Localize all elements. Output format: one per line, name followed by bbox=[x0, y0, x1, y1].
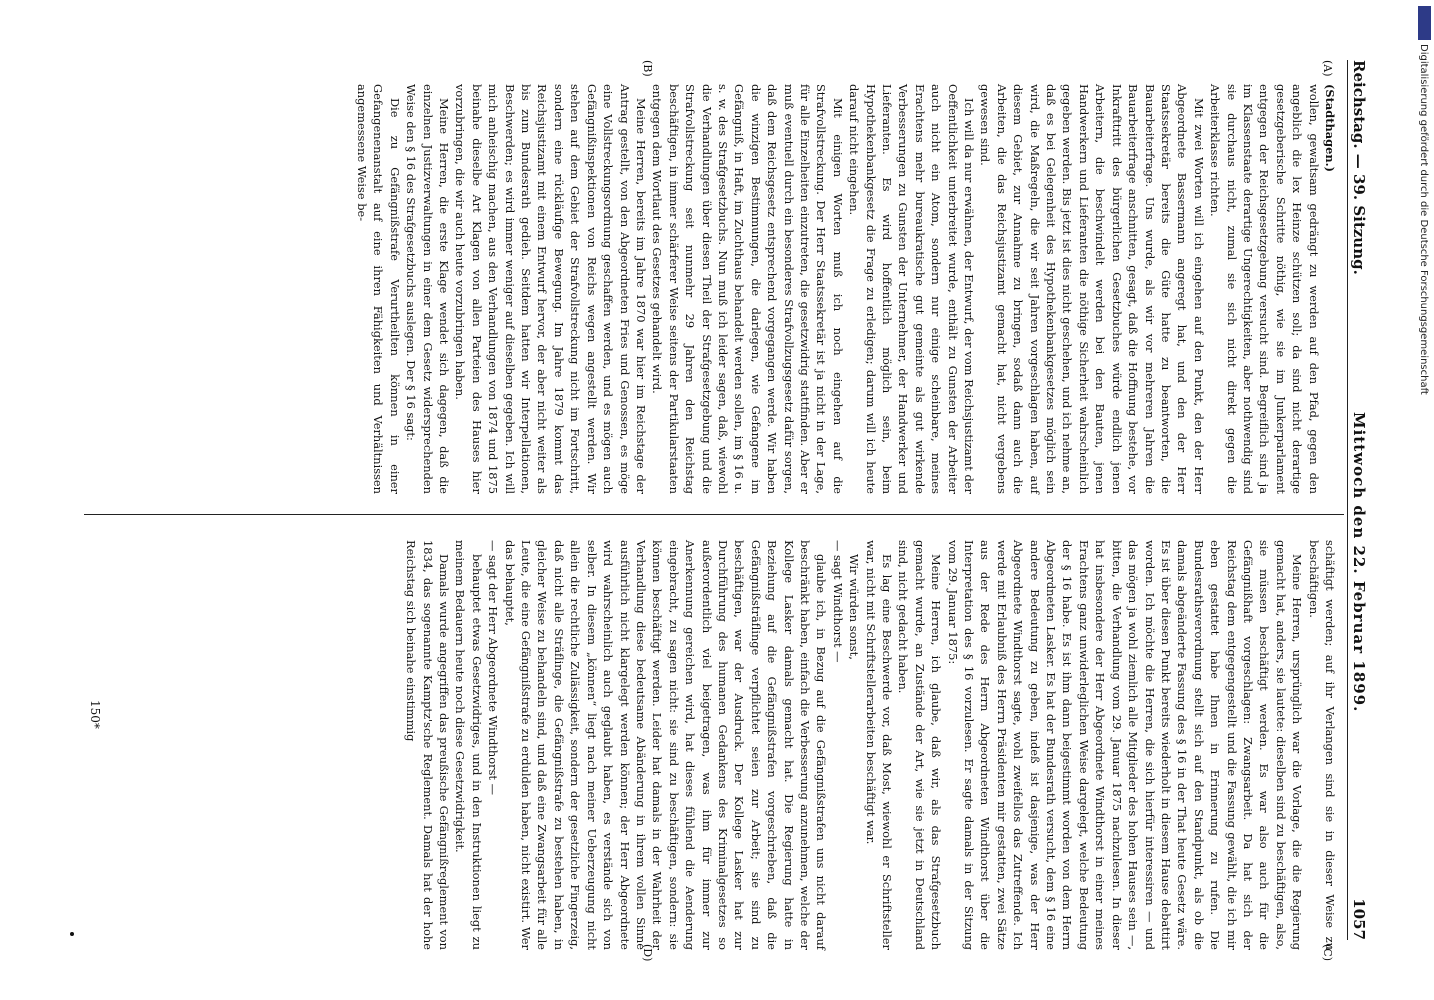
paragraph: wollen, gewaltsam gedrängt zu werden auf den Pfad, gegen den angeblich die lex Heinze schützen soll; da sind nicht derartige gesetzgeberische Schritte nöthig, wie sie im Junkerparlament entgegen der Reichsgesetzgebung versucht sind. Begreiflich sind ja im Klassenstaate derartige Ungerechtigkeiten, aber nothwendig sind sie durchaus nicht, zumal sie sich nicht direkt gegen die Arbeiterklasse richten. bbox=[1208, 84, 1321, 494]
margin-mark-a: (A) bbox=[1321, 60, 1334, 77]
quoted-paragraph: schäftigt werden; auf ihr Verlangen sind sie in dieser Weise zu beschäftigen. bbox=[1306, 540, 1337, 950]
margin-mark-b: (B) bbox=[641, 60, 654, 77]
paragraph: Es lag eine Beschwerde vor, daß Most, wiewohl er Schriftsteller war, nicht mit Schriftstellerarbeiten beschäftigt war. bbox=[863, 540, 895, 950]
quoted-paragraph: Die zu Gefängnißstrafe Verurtheilten können in einer Gefangenenanstalt auf eine ihren Fähigkeiten und Verhältnissen angemessene Weise be- bbox=[355, 84, 402, 494]
paragraph: Mit zwei Worten will ich eingehen auf den Punkt, den der Herr Abgeordnete Bassermann angeregt hat, und den der Herr Staatssekretär bereits die Güte hatte zu beantworten, die Bauarbeiterfrage. Uns wurde, als wir vor mehreren Jahren die Bauarbeiterfrage anschnitten, gesagt, daß die Hoffnung bestehe, vor Inkrafttritt des bürgerlichen Gesetzbuches würde endlich jenen Arbeitern, die beschwindelt werden bei den Bauten, jenen Handwerkern und Lieferanten die nöthige Sicherheit wahrscheinlich gegeben werden. Bis jetzt ist dies nicht geschehen, und ich nehme an, daß es bei Gelegenheit des Hypothekenbankgesetzes möglich sein wird, die Maßregeln, die wir seit Jahren vorgeschlagen haben, auf diesem Gebiet, zur Annahme zu bringen, sodaß dann auch die Arbeiten, die das Reichsjustizamt gemacht hat, nicht vergebens gewesen sind. bbox=[978, 84, 1206, 494]
paragraph: Mit einigen Worten muß ich noch eingehen auf die Strafvollstreckung. Der Herr Staatssekretär ist ja nicht in der Lage, für alle Einzelheiten einzutreten, die gesetzwidrig stattfinden. Aber er muß eventuell durch ein besonderes Strafvollzugsgesetz dafür sorgen, daß dem Reichsgesetz entsprechend vorgegangen werde. Wir haben die winzigen Bestimmungen, die darlegen, wie Gefangene im Gefängniß, in Haft, im Zuchthaus behandelt werden sollen, im § 16 u. s. w. des Strafgesetzbuchs. Nun muß ich leider sagen, daß, wiewohl die Verhandlungen über diesen Theil der Strafgesetzgebung und die Strafvollstreckung seit nunmehr 29 Jahren den Reichstag beschäftigen, in immer schärferer Weise seitens der Partikularstaaten entgegen dem Wortlaut des Gesetzes gehandelt wird. bbox=[650, 84, 845, 494]
interjection: — sagt der Herr Abgeordnete Windthorst — bbox=[486, 540, 501, 796]
speaker-label bbox=[1322, 84, 1338, 494]
speaker-name: (Stadthagen.) bbox=[1323, 84, 1337, 172]
sheet-signature: 150* bbox=[88, 700, 102, 729]
margin-mark-c: (C) bbox=[1321, 944, 1334, 961]
paragraph: Ich will da nur erwähnen, der Entwurf, der vom Reichsjustizamt der Oeffentlichkeit unterbreitet wurde, enthält zu Gunsten der Arbeiter auch nicht ein Atom, sondern nur einige scheinbare, meines Erachtens mehr bureaukratische gut gemeinte als gut wirkende Verbesserungen zu Gunsten der Unternehmer, der Handwerker und Lieferanten. Es wird hoffentlich möglich sein, beim Hypothekenbankgesetz die Frage zu erledigen; darum will ich heute darauf nicht eingehen. bbox=[847, 84, 977, 494]
page-number: 1057 bbox=[1350, 898, 1368, 940]
ink-dot bbox=[70, 932, 74, 936]
interjection: — sagt Windthorst — bbox=[830, 540, 845, 663]
quoted-paragraph: behauptet etwas Gesetzwidriges, und in den Instruktionen liegt zu meinem Bedauern heute noch diese Gesetzwidrigkeit. bbox=[453, 540, 484, 950]
paragraph: Meine Herren, ursprünglich war die Vorlage, die die Regierung gemacht hat, anders, sie lautete: dieselben sind zu beschäftigen, also, sie müssen beschäftigt werden. Es war also auch für die Gefängnißhaft vorgeschlagen: Zwangsarbeit. Da hat sich der Reichstag dem entgegengestellt und die Fassung gewählt, die ich mir eben gestattet habe Ihnen in Erinnerung zu rufen. Die Bundesrathsverordnung stellt sich auf den Standpunkt, als ob die damals abgeänderte Fassung des § 16 in der That heute Gesetz wäre. Es ist über diesen Punkt bereits wiederholt in diesem Hause debattirt worden. Ich möchte die Herren, die sich hierfür interessiren — und das mögen ja wohl ziemlich alle Mitglieder des hohen Hauses sein —, bitten, die Verhandlung vom 29. Januar 1875 nachzulesen. In dieser hat insbesondere der Herr Abgeordnete Windthorst in einer meines Erachtens ganz unwiderleglichen Weise dargelegt, welche Bedeutung der § 16 habe. Es ist ihm dann beigestimmt worden von dem Herrn Abgeordneten Lasker. Es hat der Bundesrath versucht, dem § 16 eine andere Bedeutung zu geben, indeß ist dasjenige, was der Herr Abgeordnete Windthorst sagte, wohl zweifellos das Zutreffende. Ich werde mit Erlaubniß des Herrn Präsidenten mir gestatten, zwei Sätze aus der Rede des Herrn Abgeordneten Windthorst über die Interpretation des § 16 vorzulesen. Er sagte damals in der Sitzung vom 29. Januar 1875: bbox=[945, 540, 1305, 950]
digitization-credit: Digitalisierung gefördert durch die Deutsche Forschungsgemeinschaft bbox=[1418, 44, 1429, 395]
digitization-strip bbox=[1415, 0, 1434, 1000]
header-left: Reichstag. — 39. Sitzung. bbox=[1350, 60, 1368, 275]
paragraph: Damals wurde angegriffen das preußische Gefängnißreglement von 1834, das sogenannte Kamptz'sche Reglement. Damals hat der hohe Reichstag sich beinahe einstimmig bbox=[404, 540, 452, 950]
right-column bbox=[403, 540, 1338, 950]
page-header bbox=[1346, 60, 1372, 940]
dfg-logo-icon bbox=[1418, 6, 1431, 40]
quoted-paragraph: Meine Herren, ich glaube, daß wir, als das Strafgesetzbuch gemacht wurde, an Zustände der Art, wie sie jetzt in Deutschland sind, nicht gedacht haben. bbox=[896, 540, 944, 950]
column-divider bbox=[84, 514, 1344, 515]
paragraph: Meine Herren, die erste Klage wendet sich dagegen, daß die einzelnen Justizverwaltungen in einer dem Gesetz widersprechenden Weise den § 16 des Strafgesetzbuchs auslegen. Der § 16 sagt: bbox=[404, 84, 452, 494]
header-date: Mittwoch den 22. Februar 1899. bbox=[1350, 412, 1368, 713]
quoted-paragraph: glaube ich, in Bezug auf die Gefängnißstrafen uns nicht darauf beschränkt haben, einfach die Verbesserung anzunehmen, welche der Kollege Lasker damals gemacht hat. Die Regierung hatte in Beziehung auf die Gefängnißstrafen vorgeschrieben, daß die Gefängnißsträflinge verpflichtet seien zur Arbeit; sie sind zu beschäftigen, war der Ausdruck. Der Kollege Lasker hat zur Durchführung des humanen Gedankens des Kriminalgesetzes so außerordentlich viel beigetragen, was ihm für immer zur Anerkennung gereichen wird, hat dieses fühlend die Aenderung eingebracht, zu sagen nicht: sie sind zu beschäftigen, sondern: sie können beschäftigt werden. Leider hat damals in der Wahrheit der Verhandlung diese bedeutsame Abänderung in ihrem vollen Sinne ausführlich nicht klargelegt werden können; der Herr Abgeordnete wird wahrscheinlich auch geglaubt haben, es verstände sich von selber. In diesem „können“ liegt nach meiner Ueberzeugung nicht allein die rechtliche Zulässigkeit, sondern der gesetzliche Fingerzeig, daß nicht alle Sträflinge, die Gefängnißstrafe zu bestehen haben, in gleicher Weise zu behandeln sind, und daß eine Zwangsarbeit für alle Leute, die eine Gefängnißstrafe zu erdulden haben, nicht existirt. Wer das behauptet, bbox=[502, 540, 829, 950]
paragraph: Meine Herren, bereits im Jahre 1870 war hier im Reichstage der Antrag gestellt, von den Abgeordneten Fries und Genossen, es möge eine Vollstreckungsordnung geschaffen werden, und es mögen auch Gefängnißinspektionen von Reichs wegen angestellt werden. Wir stehen auf dem Gebiet der Strafvollstreckung nicht im Fortschritt, sondern eine rückläufige Bewegung. Im Jahre 1879 kommt das Reichsjustizamt mit einem Entwurf hervor, der aber nicht weiter als bis zum Bundesrath gedieh. Seitdem hatten wir Interpellationen, Beschwerden; es wird immer weniger auf dieselben gegeben. Ich will mich anheischig machen, aus den Verhandlungen von 1874 und 1875 beinahe dieselbe Art Klagen von allen Parteien des Hauses hier vorzubringen, die wir auch heute vorzubringen haben. bbox=[453, 84, 648, 494]
header-rule bbox=[1347, 60, 1348, 940]
left-column bbox=[354, 84, 1338, 494]
quoted-paragraph: Wir würden sonst, bbox=[847, 554, 862, 660]
margin-mark-d: (D) bbox=[641, 944, 654, 962]
